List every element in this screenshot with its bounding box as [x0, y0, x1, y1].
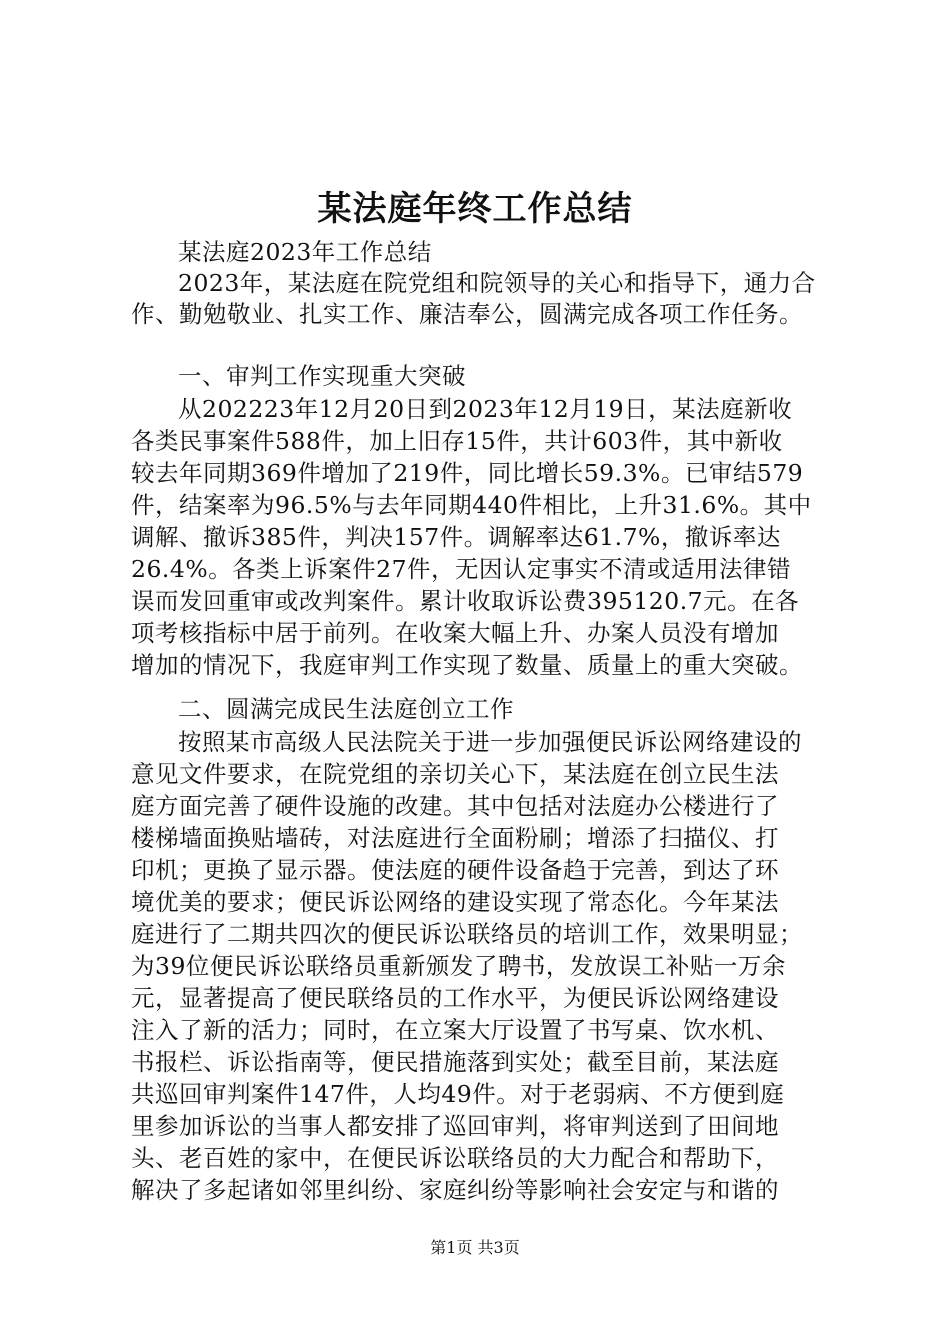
paragraph-line: 头、老百姓的家中，在便民诉讼联络员的大力配合和帮助下，: [131, 1144, 779, 1172]
paragraph-line: 印机；更换了显示器。使法庭的硬件设备趋于完善，到达了环: [131, 856, 779, 884]
paragraph-line: 楼梯墙面换贴墙砖，对法庭进行全面粉刷；增添了扫描仪、打: [131, 824, 779, 852]
paragraph-line: 意见文件要求，在院党组的亲切关心下，某法庭在创立民生法: [131, 760, 779, 788]
paragraph-line: 较去年同期369件增加了219件，同比增长59.3%。已审结579: [131, 459, 804, 487]
paragraph-line: 注入了新的活力；同时，在立案大厅设置了书写桌、饮水机、: [131, 1016, 779, 1044]
document-title: 某法庭年终工作总结: [317, 189, 633, 229]
intro-line: 作、勤勉敬业、扎实工作、廉洁奉公，圆满完成各项工作任务。: [131, 300, 803, 328]
paragraph-line: 共巡回审判案件147件，人均49件。对于老弱病、不方便到庭: [131, 1080, 785, 1108]
paragraph-line: 26.4%。各类上诉案件27件，无因认定事实不清或适用法律错: [131, 555, 792, 583]
section-heading: 二、圆满完成民生法庭创立工作: [178, 695, 514, 723]
paragraph-line: 各类民事案件588件，加上旧存15件，共计603件，其中新收: [131, 427, 783, 455]
page-number: 第1页 共3页: [430, 1238, 520, 1257]
paragraph-line: 元，显著提高了便民联络员的工作水平，为便民诉讼网络建设: [131, 984, 779, 1012]
paragraph-line: 增加的情况下，我庭审判工作实现了数量、质量上的重大突破。: [131, 651, 803, 679]
intro-line: 2023年，某法庭在院党组和院领导的关心和指导下，通力合: [178, 269, 816, 297]
paragraph-line: 庭方面完善了硬件设施的改建。其中包括对法庭办公楼进行了: [131, 792, 779, 820]
paragraph-line: 境优美的要求；便民诉讼网络的建设实现了常态化。今年某法: [131, 888, 779, 916]
paragraph-line: 误而发回重审或改判案件。累计收取诉讼费395120.7元。在各: [131, 587, 800, 615]
paragraph-line: 从202223年12月20日到2023年12月19日，某法庭新收: [178, 395, 793, 423]
paragraph-line: 为39位便民诉讼联络员重新颁发了聘书，发放误工补贴一万余: [131, 952, 786, 980]
paragraph-line: 按照某市高级人民法院关于进一步加强便民诉讼网络建设的: [178, 728, 802, 756]
paragraph-line: 项考核指标中居于前列。在收案大幅上升、办案人员没有增加: [131, 619, 779, 647]
paragraph-line: 调解、撤诉385件，判决157件。调解率达61.7%，撤诉率达: [131, 523, 781, 551]
paragraph-line: 件，结案率为96.5%与去年同期440件相比，上升31.6%。其中: [131, 491, 812, 519]
paragraph-line: 里参加诉讼的当事人都安排了巡回审判，将审判送到了田间地: [131, 1112, 779, 1140]
paragraph-line: 庭进行了二期共四次的便民诉讼联络员的培训工作，效果明显；: [131, 920, 803, 948]
paragraph-line: 书报栏、诉讼指南等，便民措施落到实处；截至目前，某法庭: [131, 1048, 779, 1076]
subtitle: 某法庭2023年工作总结: [178, 238, 432, 266]
section-heading: 一、审判工作实现重大突破: [178, 362, 466, 390]
paragraph-line: 解决了多起诸如邻里纠纷、家庭纠纷等影响社会安定与和谐的: [131, 1176, 779, 1204]
